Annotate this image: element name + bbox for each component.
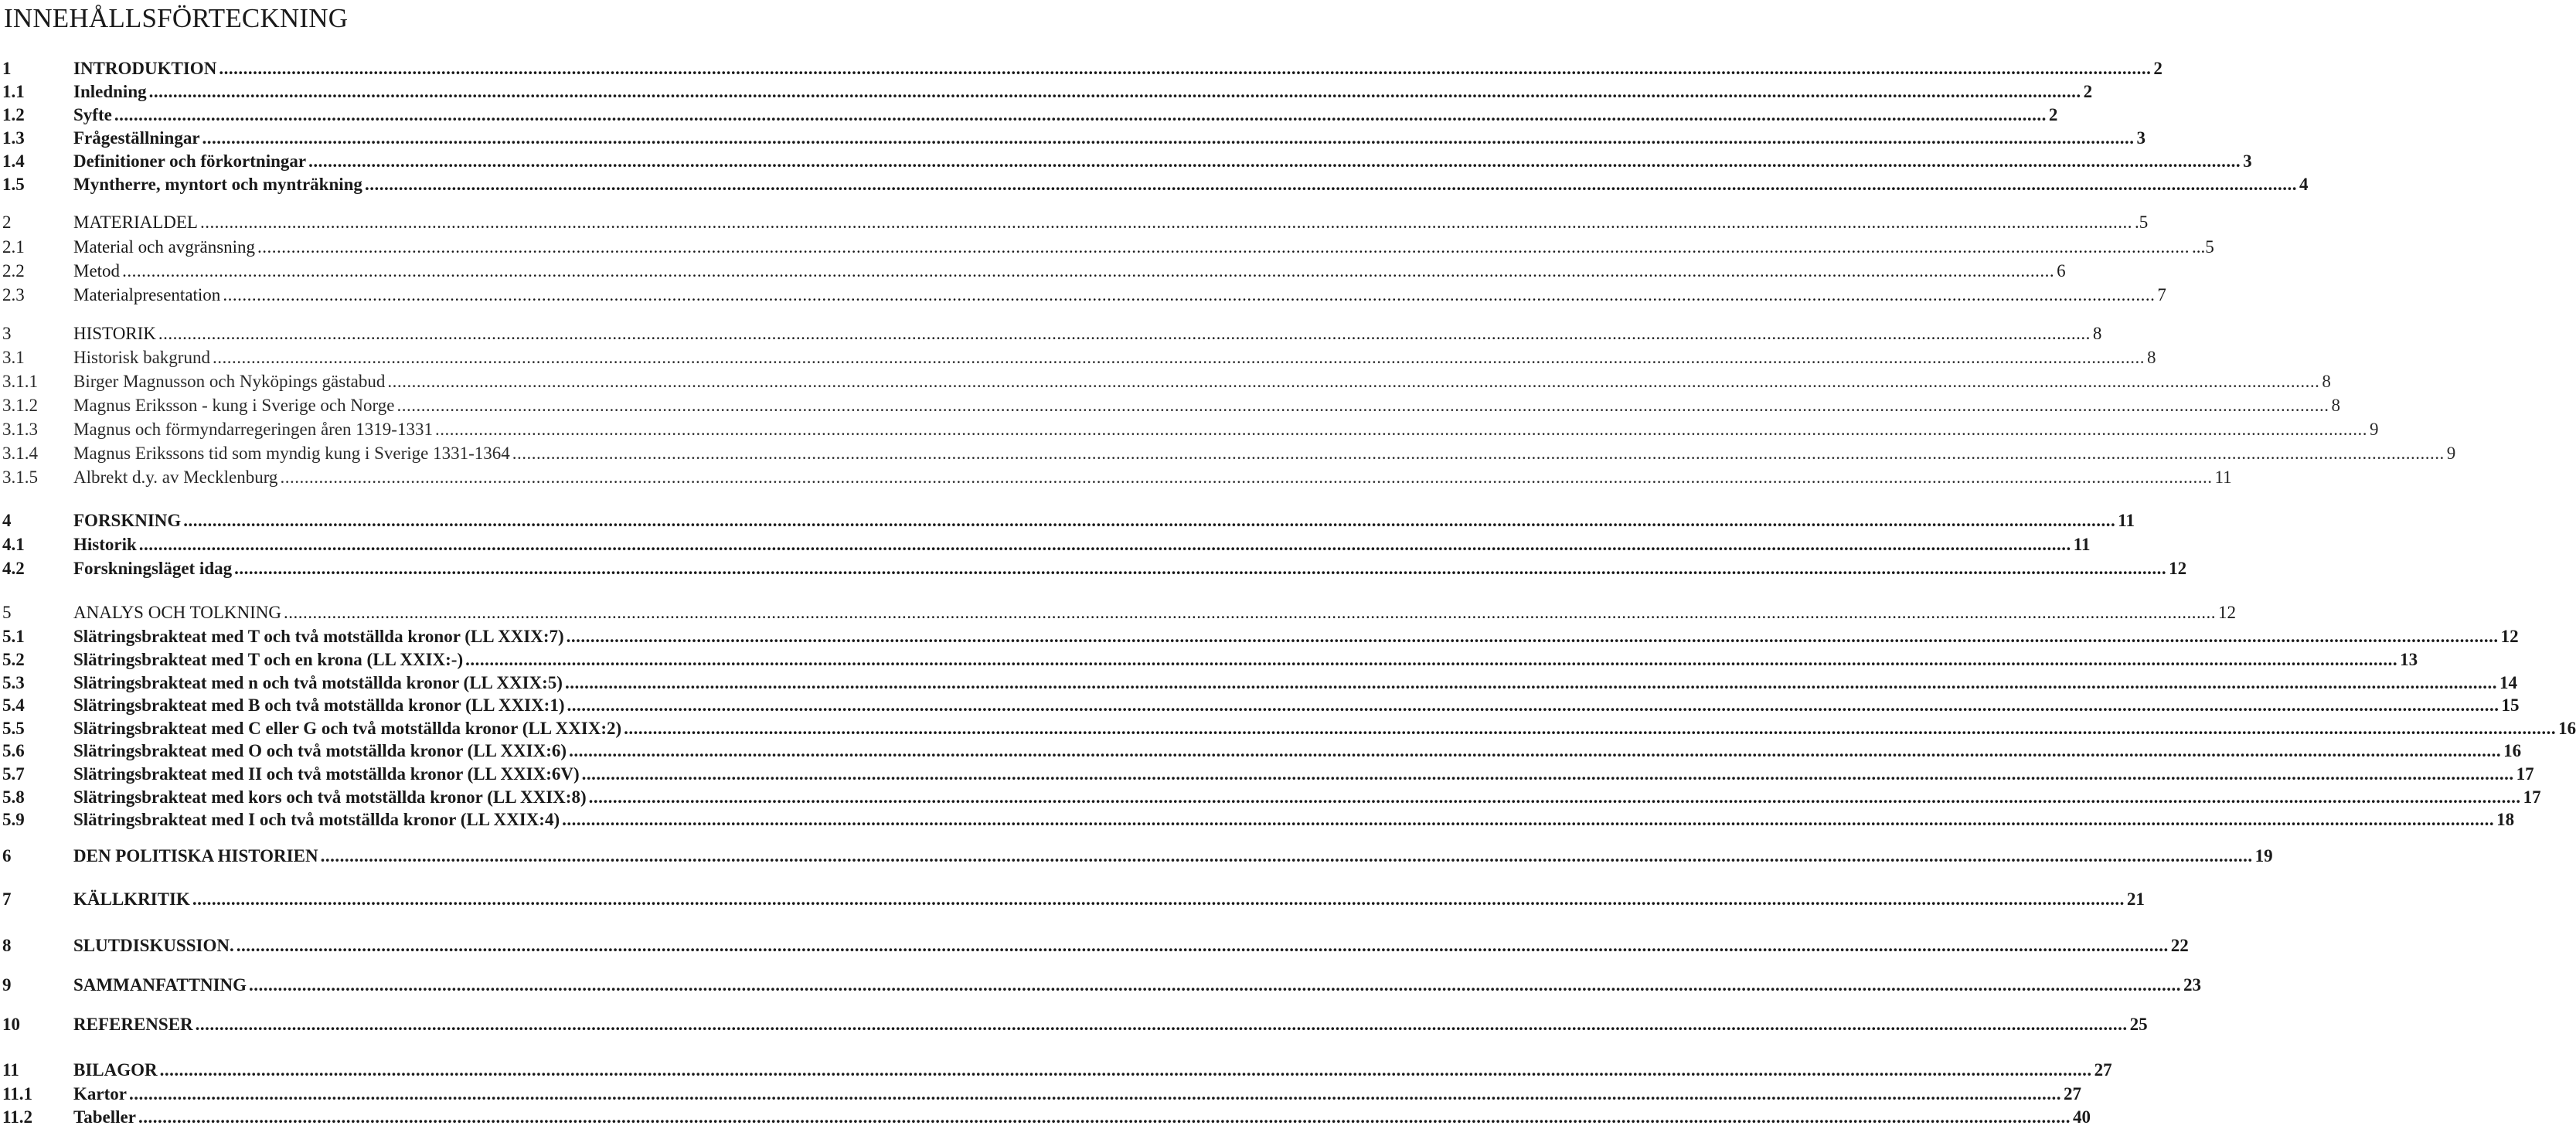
toc-entry bbox=[0, 284, 2166, 307]
toc-entry-title: Birger Magnusson och Nyköpings gästabud bbox=[73, 372, 386, 391]
toc-entry-title: Slätringsbrakteat med O och två motställda kronor (LL XXIX:6) bbox=[73, 741, 567, 760]
dot-leader: ................................................................................................................................................................................................................................................................................................................................................................................................................ bbox=[122, 261, 2055, 281]
toc-entry-title: Magnus Erikssons tid som myndig kung i Sverige 1331-1364 bbox=[73, 444, 510, 463]
page-title: INNEHÅLLSFÖRTECKNING bbox=[4, 3, 349, 33]
toc-entry-number: 2.3 bbox=[2, 285, 25, 304]
toc-entry-page: .5 bbox=[2134, 213, 2149, 232]
toc-entry-number: 9 bbox=[2, 975, 12, 995]
dot-leader: ................................................................................................................................................................................................................................................................................................................................................................................................................ bbox=[569, 741, 2502, 760]
toc-entry bbox=[0, 322, 2102, 345]
toc-entry-number: 5.1 bbox=[2, 627, 25, 646]
toc-entry-page: 17 bbox=[2523, 787, 2541, 807]
toc-entry bbox=[0, 694, 2520, 717]
toc-entry-number: 2 bbox=[2, 213, 12, 232]
toc-entry-page: 25 bbox=[2129, 1015, 2148, 1034]
toc-entry-number: 4.1 bbox=[2, 535, 25, 554]
toc-entry-page: 8 bbox=[2146, 348, 2156, 367]
dot-leader: ................................................................................................................................................................................................................................................................................................................................................................................................................ bbox=[588, 787, 2521, 807]
toc-entry bbox=[0, 466, 2232, 489]
toc-entry-title: Syfte bbox=[73, 105, 112, 124]
toc-entry bbox=[0, 370, 2331, 393]
dot-leader: ................................................................................................................................................................................................................................................................................................................................................................................................................ bbox=[567, 695, 2499, 715]
toc-entry-title: ANALYS OCH TOLKNING bbox=[73, 603, 282, 622]
toc-entry-number: 5.9 bbox=[2, 810, 25, 829]
toc-entry-page: 4 bbox=[2299, 175, 2309, 194]
toc-entry-title: Metod bbox=[73, 261, 121, 281]
toc-entry-page: 7 bbox=[2157, 285, 2166, 304]
toc-entry-number: 11.2 bbox=[2, 1107, 32, 1127]
toc-entry-page: 11 bbox=[2073, 535, 2091, 554]
toc-entry-title: Albrekt d.y. av Mecklenburg bbox=[73, 468, 278, 487]
dot-leader: ................................................................................................................................................................................................................................................................................................................................................................................................................ bbox=[138, 535, 2071, 554]
toc-entry-page: 40 bbox=[2072, 1107, 2091, 1127]
toc-entry-page: 17 bbox=[2516, 764, 2534, 784]
dot-leader: ................................................................................................................................................................................................................................................................................................................................................................................................................ bbox=[581, 764, 2514, 784]
toc-entry-number: 10 bbox=[2, 1015, 20, 1034]
toc-entry bbox=[0, 672, 2517, 695]
toc-entry-title: Historik bbox=[73, 535, 137, 554]
dot-leader: ................................................................................................................................................................................................................................................................................................................................................................................................................ bbox=[138, 1107, 2071, 1127]
toc-entry-title: Slätringsbrakteat med T och en krona (LL XXIX:-) bbox=[73, 650, 464, 669]
dot-leader: ................................................................................................................................................................................................................................................................................................................................................................................................................ bbox=[566, 627, 2499, 646]
toc-entry bbox=[0, 104, 2058, 127]
toc-entry-number: 3.1.5 bbox=[2, 468, 38, 487]
dot-leader: ................................................................................................................................................................................................................................................................................................................................................................................................................ bbox=[219, 59, 2152, 78]
toc-entry bbox=[0, 509, 2135, 532]
dot-leader: ................................................................................................................................................................................................................................................................................................................................................................................................................ bbox=[114, 105, 2047, 124]
toc-entry bbox=[0, 1059, 2112, 1082]
toc-entry-title: Slätringsbrakteat med I och två motställda kronor (LL XXIX:4) bbox=[73, 810, 560, 829]
dot-leader: ................................................................................................................................................................................................................................................................................................................................................................................................................ bbox=[364, 175, 2297, 194]
dot-leader: ................................................................................................................................................................................................................................................................................................................................................................................................................ bbox=[183, 511, 2116, 530]
dot-leader: ................................................................................................................................................................................................................................................................................................................................................................................................................ bbox=[249, 975, 2182, 995]
toc-entry-number: 1.4 bbox=[2, 151, 25, 171]
toc-entry-number: 7 bbox=[2, 889, 12, 909]
toc-entry bbox=[0, 346, 2156, 369]
toc-entry-number: 3.1.4 bbox=[2, 444, 38, 463]
toc-entry-page: 23 bbox=[2183, 975, 2202, 995]
toc-entry-number: 1.5 bbox=[2, 175, 25, 194]
toc-entry-number: 3.1.1 bbox=[2, 372, 38, 391]
toc-entry-page: 16 bbox=[2503, 741, 2522, 760]
toc-entry-page: 3 bbox=[2136, 128, 2146, 148]
toc-entry-title: Frågeställningar bbox=[73, 128, 200, 148]
toc-entry bbox=[0, 763, 2534, 786]
toc-entry-number: 1.3 bbox=[2, 128, 25, 148]
toc-entry-title: Slätringsbrakteat med B och två motställda kronor (LL XXIX:1) bbox=[73, 695, 565, 715]
dot-leader: ................................................................................................................................................................................................................................................................................................................................................................................................................ bbox=[158, 324, 2091, 343]
toc-entry-title: SAMMANFATTNING bbox=[73, 975, 247, 995]
toc-entry-page: 8 bbox=[2092, 324, 2102, 343]
toc-entry bbox=[0, 211, 2149, 234]
toc-entry-title: INTRODUKTION bbox=[73, 59, 217, 78]
toc-entry-page: 15 bbox=[2501, 695, 2520, 715]
toc-entry-number: 1.1 bbox=[2, 82, 25, 101]
toc-entry bbox=[0, 260, 2066, 283]
toc-entry-title: KÄLLKRITIK bbox=[73, 889, 190, 909]
dot-leader: ................................................................................................................................................................................................................................................................................................................................................................................................................ bbox=[320, 846, 2253, 865]
toc-entry bbox=[0, 442, 2456, 465]
toc-entry bbox=[0, 648, 2418, 672]
toc-entry-page: 9 bbox=[2446, 444, 2456, 463]
toc-entry bbox=[0, 1013, 2148, 1036]
toc-entry-number: 5.8 bbox=[2, 787, 25, 807]
toc-entry-page: 2 bbox=[2083, 82, 2093, 101]
toc-entry-title: MATERIALDEL bbox=[73, 213, 198, 232]
dot-leader: ................................................................................................................................................................................................................................................................................................................................................................................................................ bbox=[195, 1015, 2128, 1034]
dot-leader: ................................................................................................................................................................................................................................................................................................................................................................................................................ bbox=[387, 372, 2320, 391]
dot-leader: ................................................................................................................................................................................................................................................................................................................................................................................................................ bbox=[562, 810, 2495, 829]
toc-entry-number: 5.7 bbox=[2, 764, 25, 784]
toc-entry-number: 5.5 bbox=[2, 719, 25, 738]
toc-entry bbox=[0, 173, 2309, 196]
toc-entry-title: Slätringsbrakteat med T och två motställda kronor (LL XXIX:7) bbox=[73, 627, 564, 646]
toc-entry bbox=[0, 786, 2541, 809]
toc-entry-number: 11.1 bbox=[2, 1084, 32, 1103]
toc-entry-number: 3 bbox=[2, 324, 12, 343]
toc-entry-page: 8 bbox=[2322, 372, 2331, 391]
toc-entry bbox=[0, 236, 2214, 259]
toc-entry-number: 6 bbox=[2, 846, 12, 865]
toc-entry-title: Slätringsbrakteat med kors och två motställda kronor (LL XXIX:8) bbox=[73, 787, 587, 807]
toc-entry-title: Myntherre, myntort och mynträkning bbox=[73, 175, 362, 194]
toc-entry-page: 12 bbox=[2169, 559, 2187, 578]
dot-leader: ................................................................................................................................................................................................................................................................................................................................................................................................................ bbox=[280, 468, 2213, 487]
toc-entry-page: 11 bbox=[2214, 468, 2232, 487]
dot-leader: ................................................................................................................................................................................................................................................................................................................................................................................................................ bbox=[234, 559, 2167, 578]
toc-entry-page: 27 bbox=[2063, 1084, 2081, 1103]
toc-entry-number: 3.1 bbox=[2, 348, 25, 367]
toc-entry-title: Material och avgränsning bbox=[73, 237, 256, 257]
toc-entry-number: 4 bbox=[2, 511, 12, 530]
toc-entry-title: Inledning bbox=[73, 82, 147, 101]
toc-entry bbox=[0, 808, 2515, 831]
toc-entry bbox=[0, 601, 2237, 624]
toc-entry bbox=[0, 934, 2189, 957]
toc-entry-number: 5.3 bbox=[2, 673, 25, 692]
toc-entry-title: FORSKNING bbox=[73, 511, 182, 530]
toc-entry-number: 4.2 bbox=[2, 559, 25, 578]
toc-entry-page: 22 bbox=[2170, 936, 2189, 955]
toc-entry-page: 6 bbox=[2057, 261, 2066, 281]
toc-entry-title: DEN POLITISKA HISTORIEN bbox=[73, 846, 318, 865]
toc-entry-page: 12 bbox=[2218, 603, 2237, 622]
toc-entry-title: REFERENSER bbox=[73, 1015, 193, 1034]
toc-entry-number: 1.2 bbox=[2, 105, 25, 124]
toc-entry-page: 14 bbox=[2499, 673, 2517, 692]
toc-entry-page: ...5 bbox=[2192, 237, 2214, 257]
dot-leader: ................................................................................................................................................................................................................................................................................................................................................................................................................ bbox=[128, 1084, 2061, 1103]
dot-leader: ................................................................................................................................................................................................................................................................................................................................................................................................................ bbox=[396, 396, 2329, 415]
toc-entry-page: 21 bbox=[2126, 889, 2145, 909]
toc-entry-page: 27 bbox=[2094, 1060, 2112, 1080]
toc-entry-number: 8 bbox=[2, 936, 12, 955]
toc-entry-title: HISTORIK bbox=[73, 324, 156, 343]
toc-entry-title: Magnus Eriksson - kung i Sverige och Norge bbox=[73, 396, 395, 415]
dot-leader: ................................................................................................................................................................................................................................................................................................................................................................................................................ bbox=[308, 151, 2241, 171]
toc-entry bbox=[0, 557, 2187, 580]
dot-leader: ................................................................................................................................................................................................................................................................................................................................................................................................................ bbox=[199, 213, 2132, 232]
toc-entry-title: Forskningsläget idag bbox=[73, 559, 233, 578]
toc-entry-number: 5.6 bbox=[2, 741, 25, 760]
toc-entry-title: Slätringsbrakteat med n och två motställda kronor (LL XXIX:5) bbox=[73, 673, 563, 692]
dot-leader: ................................................................................................................................................................................................................................................................................................................................................................................................................ bbox=[223, 285, 2156, 304]
toc-entry bbox=[0, 150, 2252, 173]
toc-entry-title: SLUTDISKUSSION. bbox=[73, 936, 234, 955]
toc-entry-page: 2 bbox=[2153, 59, 2163, 78]
toc-entry-title: Definitioner och förkortningar bbox=[73, 151, 307, 171]
toc-entry-number: 3.1.3 bbox=[2, 420, 38, 439]
dot-leader: ................................................................................................................................................................................................................................................................................................................................................................................................................ bbox=[212, 348, 2145, 367]
toc-entry bbox=[0, 1106, 2091, 1129]
toc-entry-page: 13 bbox=[2400, 650, 2418, 669]
toc-entry-title: Slätringsbrakteat med C eller G och två motställda kronor (LL XXIX:2) bbox=[73, 719, 622, 738]
toc-entry bbox=[0, 974, 2202, 997]
toc-entry-number: 5 bbox=[2, 603, 12, 622]
toc-entry bbox=[0, 533, 2091, 556]
dot-leader: ................................................................................................................................................................................................................................................................................................................................................................................................................ bbox=[564, 673, 2497, 692]
dot-leader: ................................................................................................................................................................................................................................................................................................................................................................................................................ bbox=[236, 936, 2169, 955]
toc-entry-title: Slätringsbrakteat med II och två motställda kronor (LL XXIX:6V) bbox=[73, 764, 580, 784]
toc-entry bbox=[0, 1083, 2081, 1106]
toc-entry-title: BILAGOR bbox=[73, 1060, 158, 1080]
toc-entry-number: 5.2 bbox=[2, 650, 25, 669]
toc-entry bbox=[0, 717, 2576, 740]
toc-entry-number: 5.4 bbox=[2, 695, 25, 715]
toc-entry-title: Materialpresentation bbox=[73, 285, 221, 304]
dot-leader: ................................................................................................................................................................................................................................................................................................................................................................................................................ bbox=[159, 1060, 2092, 1080]
toc-entry-title: Magnus och förmyndarregeringen åren 1319-1331 bbox=[73, 420, 433, 439]
toc-entry-title: Kartor bbox=[73, 1084, 127, 1103]
toc-entry-number: 2.1 bbox=[2, 237, 25, 257]
dot-leader: ................................................................................................................................................................................................................................................................................................................................................................................................................ bbox=[148, 82, 2081, 101]
toc-entry bbox=[0, 127, 2146, 150]
toc-entry-page: 3 bbox=[2243, 151, 2252, 171]
toc-entry bbox=[0, 394, 2340, 417]
dot-leader: ................................................................................................................................................................................................................................................................................................................................................................................................................ bbox=[257, 237, 2190, 257]
dot-leader: ................................................................................................................................................................................................................................................................................................................................................................................................................ bbox=[512, 444, 2445, 463]
toc-entry-page: 12 bbox=[2500, 627, 2519, 646]
toc-entry bbox=[0, 80, 2093, 104]
dot-leader: ................................................................................................................................................................................................................................................................................................................................................................................................................ bbox=[434, 420, 2367, 439]
dot-leader: ................................................................................................................................................................................................................................................................................................................................................................................................................ bbox=[202, 128, 2135, 148]
toc-entry-page: 8 bbox=[2331, 396, 2340, 415]
toc-entry bbox=[0, 888, 2145, 911]
dot-leader: ................................................................................................................................................................................................................................................................................................................................................................................................................ bbox=[284, 603, 2217, 622]
toc-entry-title: Tabeller bbox=[73, 1107, 136, 1127]
toc-entry bbox=[0, 418, 2379, 441]
toc-entry-title: Historisk bakgrund bbox=[73, 348, 210, 367]
toc-entry-number: 2.2 bbox=[2, 261, 25, 281]
toc-entry-page: 9 bbox=[2369, 420, 2379, 439]
toc-entry bbox=[0, 625, 2519, 648]
dot-leader: ................................................................................................................................................................................................................................................................................................................................................................................................................ bbox=[624, 719, 2557, 738]
toc-entry-page: 11 bbox=[2118, 511, 2135, 530]
dot-leader: ................................................................................................................................................................................................................................................................................................................................................................................................................ bbox=[465, 650, 2398, 669]
toc-entry bbox=[0, 845, 2273, 868]
toc-entry-page: 16 bbox=[2558, 719, 2576, 738]
toc-entry-page: 2 bbox=[2048, 105, 2058, 124]
toc-entry-number: 1 bbox=[2, 59, 12, 78]
toc-entry-number: 3.1.2 bbox=[2, 396, 38, 415]
toc-entry-number: 11 bbox=[2, 1060, 19, 1080]
toc-entry-page: 19 bbox=[2254, 846, 2273, 865]
toc-entry-page: 18 bbox=[2496, 810, 2515, 829]
toc-entry bbox=[0, 57, 2163, 80]
dot-leader: ................................................................................................................................................................................................................................................................................................................................................................................................................ bbox=[192, 889, 2125, 909]
toc-entry bbox=[0, 740, 2522, 763]
